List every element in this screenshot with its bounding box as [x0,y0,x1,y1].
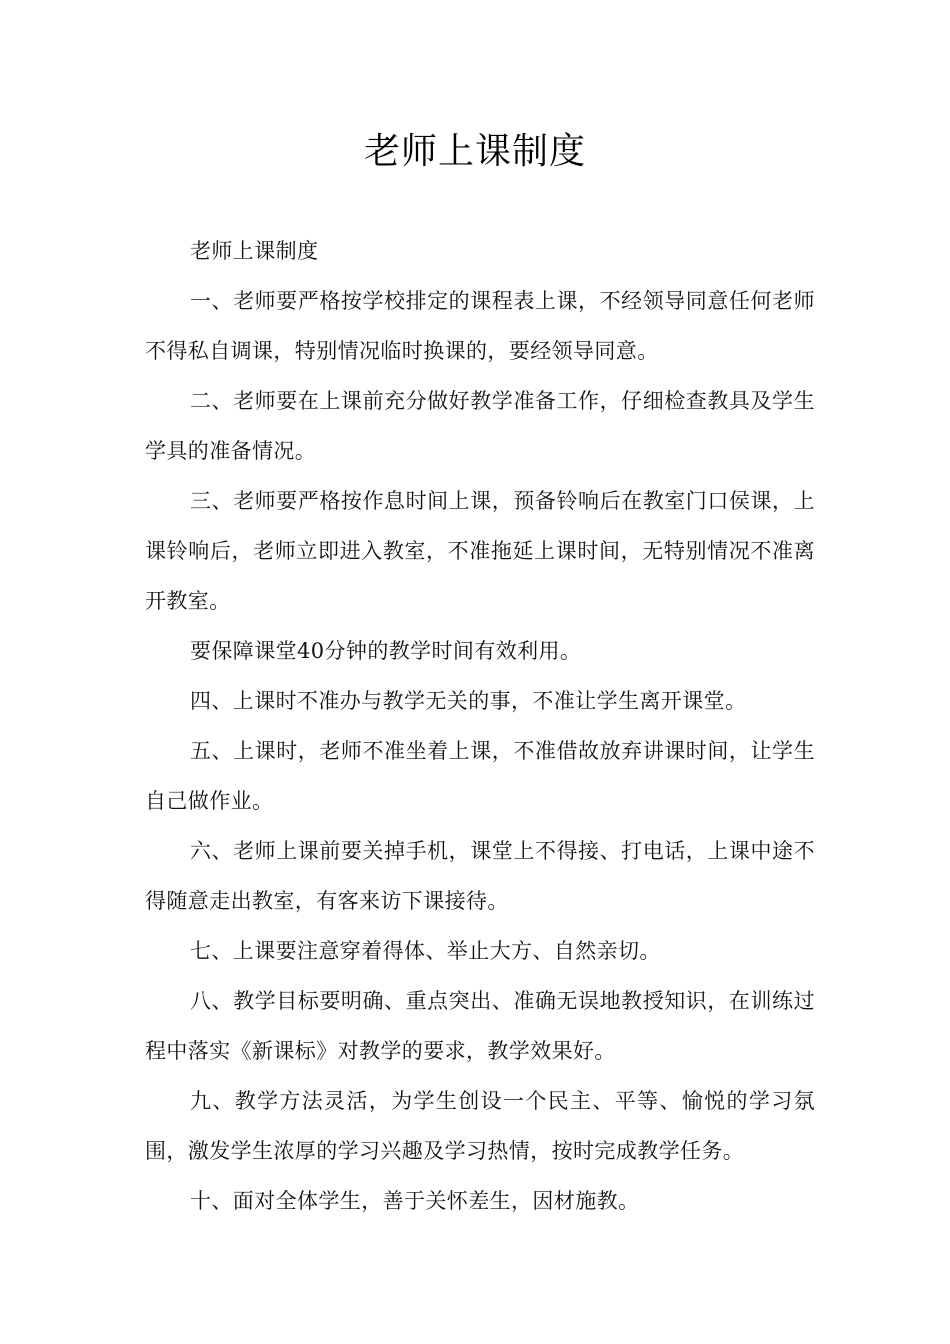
paragraph-rule-3: 三、老师要严格按作息时间上课，预备铃响后在教室门口侯课，上课铃响后，老师立即进入教室，不准拖延上课时间，无特别情况不准离开教室。 [145,489,815,613]
document-title: 老师上课制度 [363,131,586,172]
paragraph-rule-2: 二、老师要在上课前充分做好教学准备工作，仔细检查教具及学生学具的准备情况。 [145,389,815,463]
paragraph-rule-1: 一、老师要严格按学校排定的课程表上课，不经领导同意任何老师不得私自调课，特别情况临时换课的，要经领导同意。 [145,289,815,363]
paragraph-heading: 老师上课制度 [190,239,319,263]
document-body [145,226,815,1226]
paragraph-rule-5: 五、上课时，老师不准坐着上课，不准借故放弃讲课时间，让学生自己做作业。 [145,739,815,813]
paragraph-rule-10: 十、面对全体学生，善于关怀差生，因材施教。 [190,1189,640,1213]
paragraph-rule-9: 九、教学方法灵活，为学生创设一个民主、平等、愉悦的学习氛围，激发学生浓厚的学习兴趣及学习热情，按时完成教学任务。 [145,1089,815,1163]
paragraph-rule-8: 八、教学目标要明确、重点突出、准确无误地教授知识，在训练过程中落实《新课标》对教学的要求，教学效果好。 [145,989,815,1063]
paragraph-rule-4: 四、上课时不准办与教学无关的事，不准让学生离开课堂。 [190,689,747,713]
paragraph-rule-7: 七、上课要注意穿着得体、举止大方、自然亲切。 [190,939,661,963]
paragraph-rule-6: 六、老师上课前要关掉手机，课堂上不得接、打电话，上课中途不得随意走出教室，有客来访下课接待。 [145,839,815,913]
paragraph-rule-3-note: 要保障课堂40分钟的教学时间有效利用。 [190,639,582,663]
